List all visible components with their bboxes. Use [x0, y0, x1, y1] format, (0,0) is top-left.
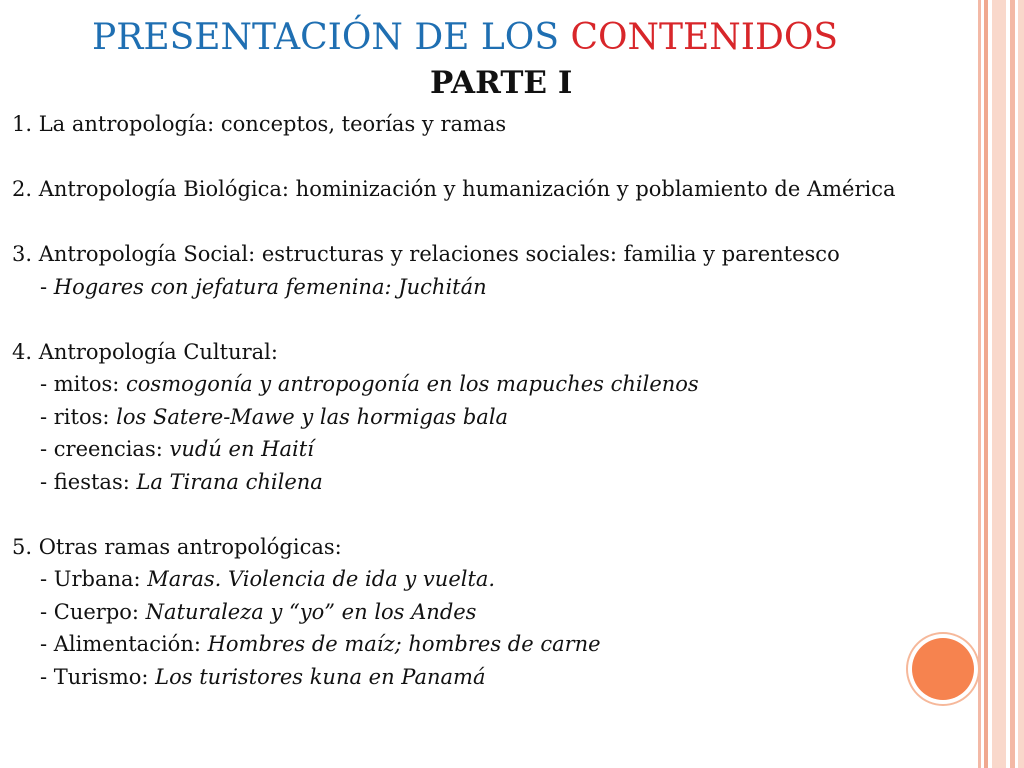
sub-item-detail: cosmogonía y antropogonía en los mapuches chilenos	[126, 372, 699, 396]
list-sub-item	[12, 271, 972, 304]
sub-item-prefix: - Turismo:	[40, 664, 156, 689]
list-item-heading: 5. Otras ramas antropológicas:	[12, 534, 342, 559]
list-sub-item	[12, 563, 972, 596]
decorative-stripe	[1010, 0, 1015, 768]
sub-item-detail: vudú en Haití	[169, 437, 314, 461]
slide-title-blue: PRESENTACIÓN DE LOS	[92, 17, 559, 58]
list-item-heading: 4. Antropología Cultural:	[12, 339, 278, 364]
list-sub-item	[12, 661, 972, 694]
list-sub-item	[12, 628, 972, 661]
sub-item-detail: Naturaleza y “yo” en los Andes	[145, 599, 477, 624]
decorative-stripe	[984, 0, 988, 768]
list-sub-item	[12, 433, 972, 466]
sub-item-prefix: - Urbana:	[40, 567, 148, 591]
sub-item-prefix: - creencias:	[40, 437, 170, 461]
sub-item-prefix: - ritos:	[40, 404, 117, 429]
decorative-stripe	[978, 0, 981, 768]
sub-item-prefix: - Cuerpo:	[40, 599, 146, 624]
sub-item-prefix: - fiestas:	[40, 469, 137, 494]
sub-item-prefix: -	[40, 274, 54, 299]
sub-item-detail: La Tirana chilena	[136, 469, 323, 494]
sub-item-detail: Los turistores kuna en Panamá	[155, 664, 486, 689]
list-sub-item	[12, 596, 972, 629]
slide-subtitle: PARTE I	[430, 65, 573, 101]
list-item-heading: 1. La antropología: conceptos, teorías y ramas	[12, 112, 507, 136]
decorative-stripe	[1018, 0, 1024, 768]
sub-item-prefix: - Alimentación:	[40, 632, 208, 656]
list-item-heading: 2. Antropología Biológica: hominización y humanización y poblamiento de América	[12, 177, 896, 201]
sub-item-prefix: - mitos:	[40, 372, 127, 396]
decorative-stripe	[992, 0, 1006, 768]
sub-item-detail: Hombres de maíz; hombres de carne	[207, 632, 601, 656]
sub-item-detail: los Satere-Mawe y las hormigas bala	[116, 404, 509, 429]
sub-item-detail: Hogares con jefatura femenina: Juchitán	[53, 274, 487, 299]
slide-title-red: CONTENIDOS	[570, 17, 839, 58]
content-list	[12, 108, 972, 693]
sub-item-detail: Maras. Violencia de ida y vuelta.	[147, 567, 496, 591]
list-sub-item	[12, 466, 972, 499]
list-item-heading: 3. Antropología Social: estructuras y relaciones sociales: familia y parentesco	[12, 242, 840, 266]
list-sub-item	[12, 401, 972, 434]
slide-title	[92, 16, 838, 60]
list-sub-item	[12, 368, 972, 401]
